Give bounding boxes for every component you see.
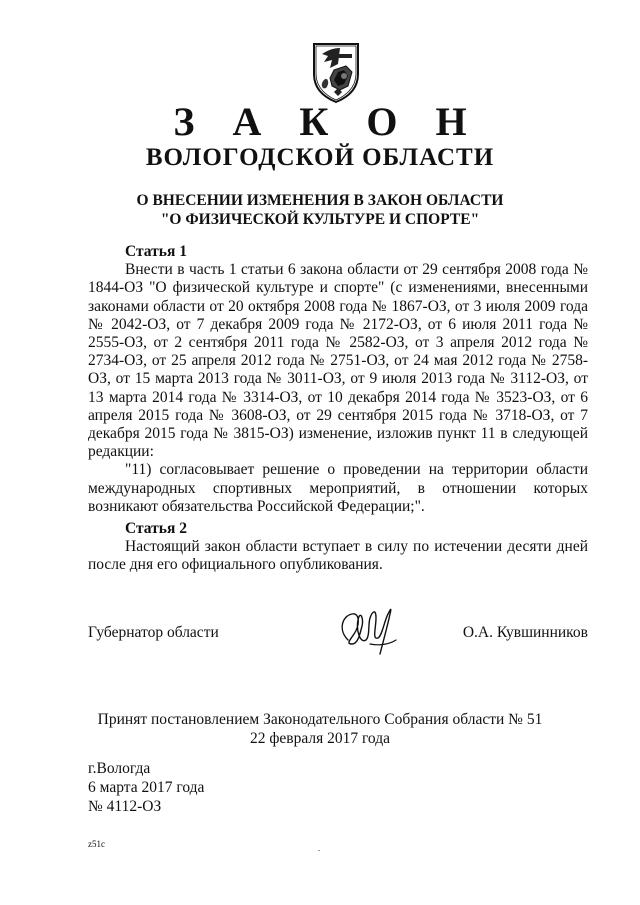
coat-of-arms-icon bbox=[304, 40, 368, 104]
adoption-line-1: Принят постановлением Законодательного Собрания области № 51 bbox=[97, 711, 543, 728]
article-1-paragraph-1: Внести в часть 1 статьи 6 закона области от 29 сентября 2008 года № 1844-ОЗ "О физической культуре и спорте" (с изменениями, внесенными законами области от 20 октября 2008 года № 1867-ОЗ, от 3 июля 2009 года № 2042-ОЗ, от 7 декабря 2009 года № 2172-ОЗ, от 6 июля 2011 года № 2555-ОЗ, от 2 сентября 2011 года № 2582-ОЗ, от 3 апреля 2012 года № 2734-ОЗ, от 25 апреля 2012 года № 2751-ОЗ, от 24 мая 2012 года № 2758-ОЗ, от 15 марта 2013 года № 3011-ОЗ, от 9 июля 2013 года № 3112-ОЗ, от 13 марта 2014 года № 3314-ОЗ, от 10 декабря 2014 года № 3523-ОЗ, от 6 апреля 2015 года № 3608-ОЗ, от 29 сентября 2015 года № 3718-ОЗ, от 7 декабря 2015 года № 3815-ОЗ) изменение, изложив пункт 11 в следующей редакции: bbox=[88, 261, 588, 461]
city: г.Вологда bbox=[88, 760, 151, 777]
scan-speck bbox=[318, 850, 320, 851]
law-subject bbox=[0, 191, 640, 229]
signing-date: 6 марта 2017 года bbox=[88, 779, 205, 796]
region-title: ВОЛОГОДСКОЙ ОБЛАСТИ bbox=[145, 144, 495, 171]
adoption-note bbox=[0, 710, 640, 748]
article-2-heading: Статья 2 bbox=[125, 520, 187, 537]
document-code: z51c bbox=[88, 839, 105, 849]
signatory-position: Губернатор области bbox=[88, 624, 219, 641]
law-number: № 4112-ОЗ bbox=[88, 798, 162, 815]
article-1-heading: Статья 1 bbox=[125, 243, 187, 260]
place-and-date bbox=[88, 759, 204, 816]
law-title: З А К О Н bbox=[173, 99, 481, 144]
article-1-paragraph-2: "11) согласовывает решение о проведении на территории области международных спортивных мероприятий, в отношении которых возникают обязательства Российской Федерации;". bbox=[88, 461, 588, 515]
law-subject-line-2: "О ФИЗИЧЕСКОЙ КУЛЬТУРЕ И СПОРТЕ" bbox=[160, 211, 480, 228]
handwritten-signature-icon bbox=[330, 600, 410, 658]
adoption-line-2: 22 февраля 2017 года bbox=[249, 730, 391, 747]
law-subject-line-1: О ВНЕСЕНИИ ИЗМЕНЕНИЯ В ЗАКОН ОБЛАСТИ bbox=[136, 192, 504, 209]
article-2 bbox=[88, 520, 588, 575]
article-1 bbox=[88, 243, 588, 516]
signatory-name: О.А. Кувшинников bbox=[462, 624, 588, 641]
article-2-paragraph-1: Настоящий закон области вступает в силу по истечении десяти дней после дня его официального опубликования. bbox=[88, 538, 588, 574]
